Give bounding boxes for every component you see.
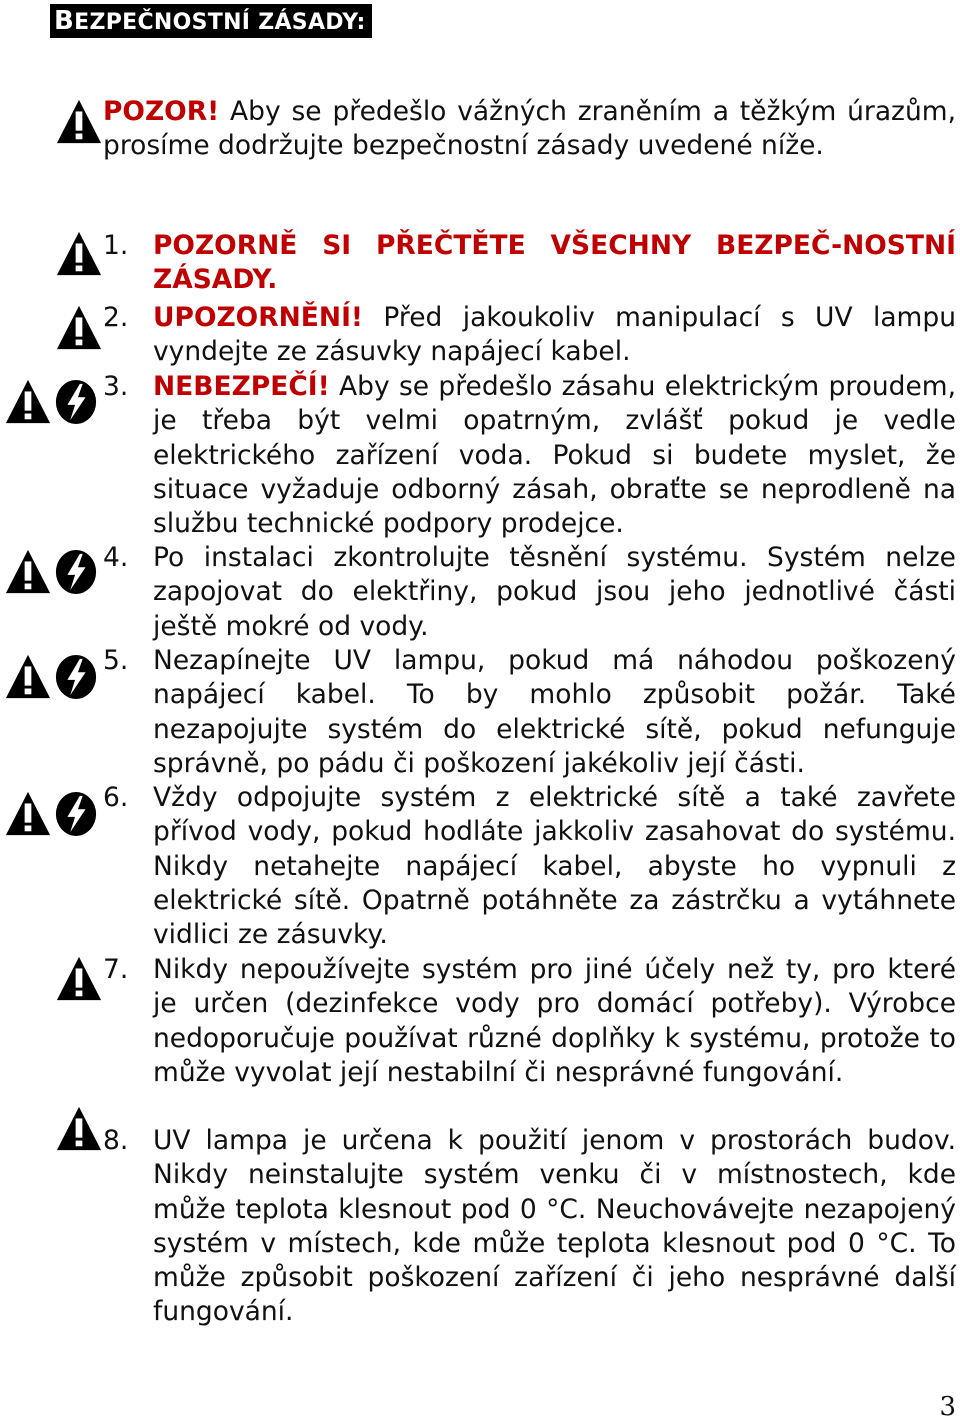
item-number: 5.: [103, 645, 129, 676]
intro-text: Aby se předešlo vážných zraněním a těžkým úrazům, prosíme dodržujte bezpečnostní zásady uvedené níže.: [103, 96, 956, 162]
warning-triangle-icon: [55, 98, 103, 146]
item-number: 1.: [103, 230, 129, 261]
item-2-icons: [55, 304, 103, 352]
item-3-icons: [4, 378, 98, 426]
item-3: NEBEZPEČÍ! Aby se předešlo zásahu elektrickým proudem, je třeba být velmi opatrným, zvlášť pokud je vedle elektrického zařízení voda. Pokud si budete myslet, že situace vyžaduje odborný zásah, obraťte se neprodleně na službu technické podpory prodejce.: [153, 371, 956, 540]
page-number: 3: [939, 1392, 956, 1422]
item-1: POZORNĚ SI PŘEČTĚTE VŠECHNY BEZPEČ-NOSTNÍ ZÁSADY.: [153, 230, 956, 296]
electric-shock-icon: [54, 378, 98, 426]
item-number: 3.: [103, 371, 129, 402]
item-number: 2.: [103, 302, 129, 333]
item-6: Vždy odpojujte systém z elektrické sítě a také zavřete přívod vody, pokud hodláte jakkoliv zasahovat do systému. Nikdy netahejte napájecí kabel, abyste ho vypnuli z elektrické sítě. Opatrně potáhněte za zástrčku a vytáhnete vidlici ze zásuvky.: [153, 782, 956, 951]
warning-triangle-icon: [4, 548, 52, 596]
warning-triangle-icon: [55, 955, 103, 1003]
item-number: 7.: [103, 954, 129, 985]
item-8-icons: [55, 1105, 103, 1153]
item-7-icons: [55, 955, 103, 1003]
warning-triangle-icon: [55, 1105, 103, 1153]
item-number: 8.: [103, 1125, 129, 1156]
intro-paragraph: [103, 95, 956, 164]
item-4: Po instalaci zkontrolujte těsnění systému. Systém nelze zapojovat do elektřiny, pokud jsou jeho jednotlivé části ještě mokré od vody.: [153, 542, 956, 642]
section-title: BEZPEČNOSTNÍ ZÁSADY:: [50, 4, 372, 38]
item-2: UPOZORNĚNÍ! Před jakoukoliv manipulací s UV lampu vyndejte ze zásuvky napájecí kabel.: [153, 302, 956, 368]
item-4-icons: [4, 548, 98, 596]
item-8: UV lampa je určena k použití jenom v prostorách budov. Nikdy neinstalujte systém venku či v místnostech, kde může teplota klesnout pod 0 °C. Neuchovávejte nezapojený systém v místech, kde může teplota klesnout pod 0 °C. To může způsobit poškození zařízení či jeho nesprávné další fungování.: [153, 1125, 956, 1328]
item-number: 4.: [103, 542, 129, 573]
warning-triangle-icon: [55, 230, 103, 278]
electric-shock-icon: [54, 653, 98, 701]
item-5: Nezapínejte UV lampu, pokud má náhodou poškozený napájecí kabel. To by mohlo způsobit požár. Také nezapojujte systém do elektrické sítě, pokud nefunguje správně, po pádu či poškození jakékoliv její části.: [153, 645, 956, 779]
item-7: Nikdy nepoužívejte systém pro jiné účely než ty, pro které je určen (dezinfekce vody pro domácí potřeby). Výrobce nedoporučuje používat různé doplňky k systému, protože to může vyvolat její nestabilní či nesprávné fungování.: [153, 954, 956, 1088]
intro-label: POZOR!: [103, 96, 220, 127]
item-1-icons: [55, 230, 103, 278]
warning-triangle-icon: [4, 378, 52, 426]
electric-shock-icon: [54, 790, 98, 838]
item-6-icons: [4, 790, 98, 838]
warning-icon-group: [55, 98, 103, 146]
electric-shock-icon: [54, 548, 98, 596]
item-number: 6.: [103, 782, 129, 813]
warning-triangle-icon: [4, 653, 52, 701]
item-5-icons: [4, 653, 98, 701]
warning-triangle-icon: [4, 790, 52, 838]
warning-triangle-icon: [55, 304, 103, 352]
